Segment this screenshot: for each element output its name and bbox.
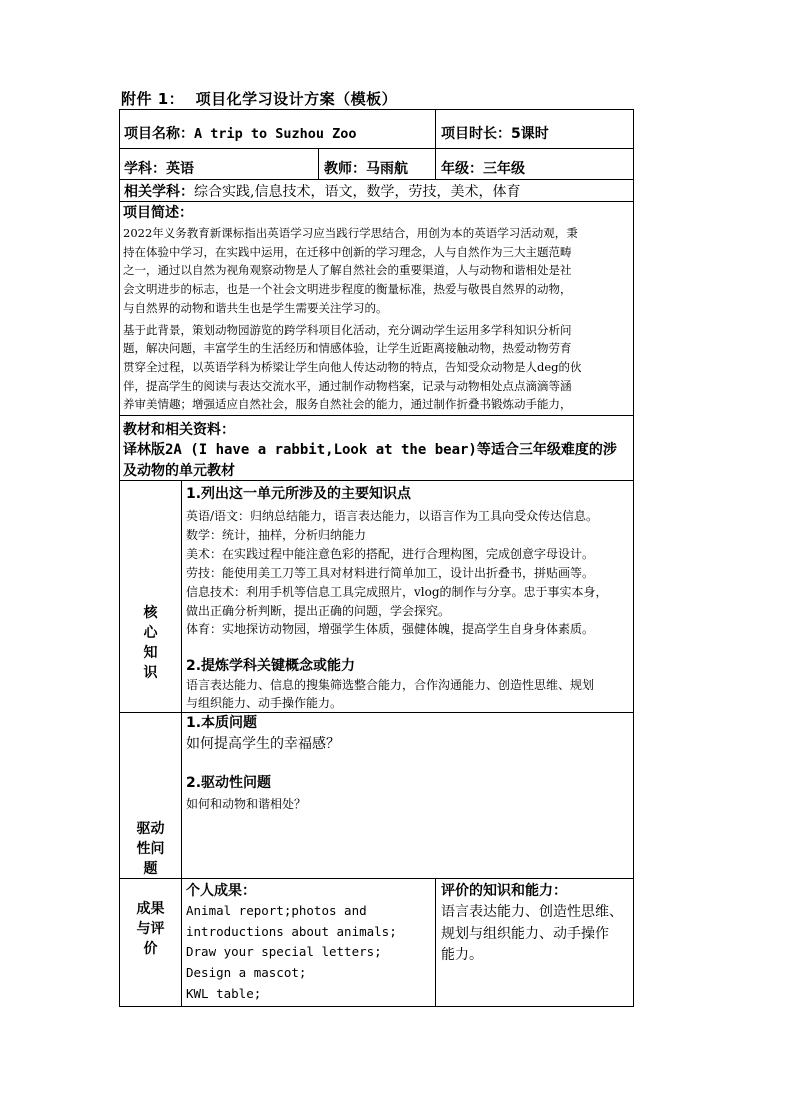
project-intro-cell xyxy=(119,201,634,416)
intro-line: 基于此背景，策划动物园游览的跨学科项目化活动，充分调动学生运用多学科知识分析问 xyxy=(123,322,572,337)
related-subjects-value: 综合实践,信息技术，语文，数学，劳技，美术，体育 xyxy=(194,184,521,200)
intro-line: 2022年义务教育新课标指出英语学习应当践行学思结合，用创为本的英语学习活动观，秉 xyxy=(123,226,578,240)
knowledge-point: 体育：实地探访动物园，增强学生体质，强健体魄，提高学生自身身体素质。 xyxy=(186,622,595,637)
side-char: 性问 xyxy=(136,841,165,857)
teacher-value: 马雨航 xyxy=(366,161,408,177)
knowledge-point: 数学：统计，抽样，分析归纳能力 xyxy=(186,527,367,542)
personal-result-item: Design a mascot; xyxy=(186,965,307,981)
evaluation-cell xyxy=(435,878,634,1007)
intro-line: 贯穿全过程，以英语学科为桥梁让学生向他人传达动物的特点，告知受众动物是人deg的伙 xyxy=(123,359,582,374)
personal-results-cell xyxy=(181,878,436,1007)
attachment-heading: 附件 1： 项目化学习设计方案（模板） xyxy=(121,90,398,108)
personal-result-item: introductions about animals; xyxy=(186,923,397,939)
intro-line: 伴，提高学生的阅读与表达交流水平，通过制作动物档案，记录与动物相处点点滴滴等涵 xyxy=(123,378,572,393)
project-intro-label: 项目简述： xyxy=(123,205,193,221)
project-intro-paragraph-1 xyxy=(123,224,633,318)
grade-label: 年级： xyxy=(441,161,483,177)
related-subjects-cell xyxy=(119,179,634,202)
knowledge-point: 信息技术：利用手机等信息工具完成照片，vlog的制作与分享。忠于事实本身， xyxy=(186,584,608,599)
materials-label: 教材和相关资料： xyxy=(123,422,235,438)
core-knowledge-content-cell xyxy=(181,480,634,713)
evaluation-label: 评价的知识和能力： xyxy=(441,883,567,899)
project-intro-paragraph-2 xyxy=(123,321,633,416)
side-char: 驱动 xyxy=(136,821,165,837)
side-char: 识 xyxy=(143,665,158,681)
side-char: 题 xyxy=(143,861,158,877)
side-char: 核 xyxy=(143,605,158,621)
intro-line: 持在体验中学习，在实践中运用，在迁移中创新的学习理念，人与自然作为三大主题范畴 xyxy=(123,244,572,259)
driving-question-side-label xyxy=(120,819,181,879)
personal-result-item: Draw your special letters; xyxy=(186,944,382,960)
core-knowledge-side-cell xyxy=(119,480,182,713)
grade-cell xyxy=(435,148,634,180)
results-side-cell xyxy=(119,878,182,1007)
side-char: 心 xyxy=(143,625,158,641)
project-duration-cell xyxy=(435,109,634,149)
essential-question-title: 1.本质问题 xyxy=(186,715,258,731)
knowledge-point: 英语/语文：归纳总结能力，语言表达能力，以语言作为工具向受众传达信息。 xyxy=(186,509,599,523)
knowledge-point: 做出正确分析判断，提出正确的问题，学会探究。 xyxy=(186,603,451,618)
knowledge-points-title: 1.列出这一单元所涉及的主要知识点 xyxy=(186,486,412,502)
intro-line: 题，解决问题，丰富学生的生活经历和情感体验，让学生近距离接触动物，热爱动物劳育 xyxy=(123,341,572,356)
evaluation-line: 规划与组织能力、动手操作 xyxy=(441,925,609,942)
side-char: 成果 xyxy=(136,901,165,917)
driving-question-side-cell xyxy=(119,712,182,879)
knowledge-point: 美术：在实践过程中能注意色彩的搭配，进行合理构图，完成创意字母设计。 xyxy=(186,546,595,561)
teacher-cell xyxy=(318,148,436,180)
personal-results-list xyxy=(186,901,435,1005)
core-knowledge-side-label xyxy=(120,603,181,683)
personal-result-item: KWL table; xyxy=(186,985,262,1001)
project-name-cell xyxy=(119,109,436,149)
subject-label: 学科： xyxy=(124,161,166,177)
subject-cell xyxy=(119,148,319,180)
driving-question-content-cell xyxy=(181,712,634,879)
results-side-label xyxy=(120,899,181,959)
materials-line-1: 译林版2A (I have a rabbit,Look at the bear)等适合三年级难度的涉 xyxy=(123,442,617,458)
side-char: 价 xyxy=(143,941,158,957)
side-char: 知 xyxy=(143,645,158,661)
materials-cell xyxy=(119,415,634,481)
intro-line: 养审美情趣；增强适应自然社会，服务自然社会的能力，通过制作折叠书锻炼动手能力， xyxy=(123,397,572,412)
project-name-value: A trip to Suzhou Zoo xyxy=(194,126,357,142)
project-duration-value: 5课时 xyxy=(511,126,549,142)
materials-line-2: 及动物的单元教材 xyxy=(123,463,235,479)
intro-line: 与自然界的动物和谐共生也是学生需要关注学习的。 xyxy=(123,300,388,315)
personal-result-item: Animal report;photos and xyxy=(186,903,367,918)
side-char: 与评 xyxy=(136,921,165,937)
grade-value: 三年级 xyxy=(483,161,525,177)
key-concepts-title: 2.提炼学科关键概念或能力 xyxy=(186,658,356,675)
subject-value: 英语 xyxy=(166,161,194,177)
intro-line: 会文明进步的标志，也是一个社会文明进步程度的衡量标准，热爱与敬畏自然界的动物， xyxy=(123,282,572,297)
evaluation-line: 能力。 xyxy=(441,947,483,963)
related-subjects-label: 相关学科： xyxy=(124,184,194,200)
evaluation-line: 语言表达能力、创造性思维、 xyxy=(441,904,623,920)
project-duration-label: 项目时长： xyxy=(441,126,511,142)
intro-line: 之一，通过以自然为视角观察动物是人了解自然社会的重要渠道，人与动物和谐相处是社 xyxy=(123,263,572,278)
teacher-label: 教师： xyxy=(324,161,366,177)
essential-question-text: 如何提高学生的幸福感？ xyxy=(186,736,340,752)
key-concept-line: 与组织能力、动手操作能力。 xyxy=(186,695,343,710)
driving-question-text: 如何和动物和谐相处？ xyxy=(186,797,307,811)
driving-question-title: 2.驱动性问题 xyxy=(186,775,272,791)
personal-results-label: 个人成果： xyxy=(186,883,256,899)
knowledge-point: 劳技：能使用美工刀等工具对材料进行简单加工，设计出折叠书，拼贴画等。 xyxy=(186,565,595,580)
evaluation-list xyxy=(441,902,633,967)
knowledge-points-list xyxy=(186,507,633,639)
key-concepts-list xyxy=(186,677,633,712)
project-name-label: 项目名称： xyxy=(124,126,194,142)
key-concept-line: 语言表达能力、信息的搜集筛选整合能力，合作沟通能力、创造性思维、规划 xyxy=(186,678,595,693)
